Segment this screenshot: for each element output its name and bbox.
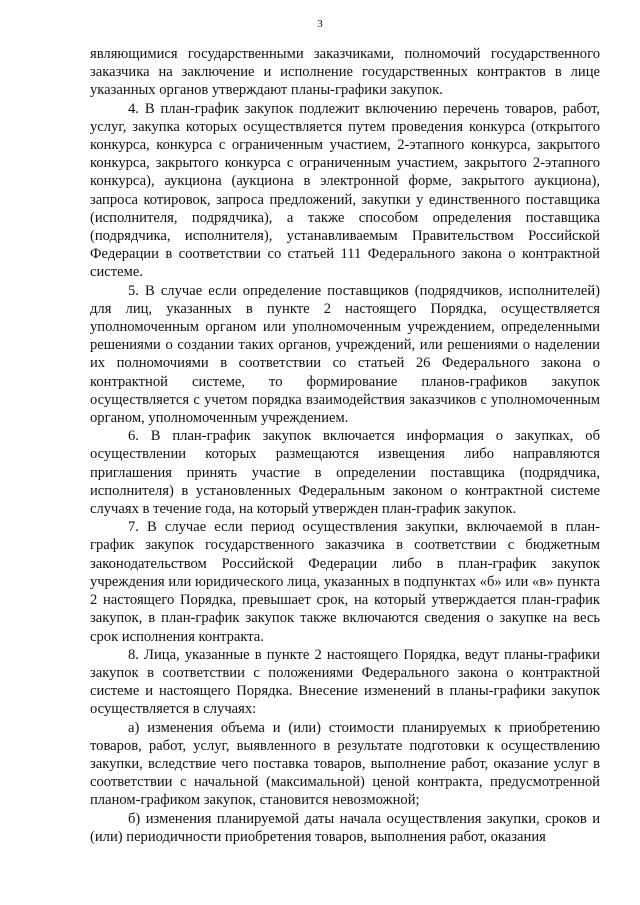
paragraph-item-5: 5. В случае если определение поставщиков (подрядчиков, исполнителей) для лиц, указанных в пункте 2 настоящего Порядка, осуществляется уполномоченным органом или уполномоченным учреждением, определенными решениями о создании таких органов, учреждений, или решениями о наделении их полномочиями в соответствии со статьей 26 Федерального закона о контрактной системе, то формирование планов-графиков закупок осуществляется с учетом порядка взаимодействия заказчиков с уполномоченным органом, уполномоченным учреждением. [90, 282, 600, 427]
paragraph-subitem-a: а) изменения объема и (или) стоимости планируемых к приобретению товаров, работ, услуг, выявленного в результате подготовки к осуществлению закупки, вследствие чего поставка товаров, выполнение работ, оказание услуг в соответствии с начальной (максимальной) ценой контракта, предусмотренной планом-графиком закупок, становится невозможной; [90, 719, 600, 809]
paragraph-continuation: являющимися государственными заказчиками, полномочий государственного заказчика на заключение и исполнение государственных контрактов в лице указанных органов утверждают планы-графики закупок. [90, 46, 600, 99]
paragraph-item-8: 8. Лица, указанные в пункте 2 настоящего Порядка, ведут планы-графики закупок в соответствии с положениями Федерального закона о контрактной системе и настоящего Порядка. Внесение изменений в планы-графики закупок осуществляется в случаях: [90, 646, 600, 718]
paragraph-subitem-b: б) изменения планируемой даты начала осуществления закупки, сроков и (или) периодичности приобретения товаров, выполнения работ, оказания [90, 810, 600, 845]
document-body [90, 45, 600, 846]
paragraph-item-6: 6. В план-график закупок включается информация о закупках, об осуществлении которых размещаются извещения либо направляются приглашения принять участие в определении поставщика (подрядчика, исполнителя) в установленных Федеральным законом о контрактной системе случаях в течение года, на который утвержден план-график закупок. [90, 428, 600, 518]
paragraph-item-7: 7. В случае если период осуществления закупки, включаемой в план-график закупок государственного заказчика в соответствии с бюджетным законодательством Российской Федерации либо в план-график закупок учреждения или юридического лица, указанных в подпунктах «б» или «в» пункта 2 настоящего Порядка, превышает срок, на который утверждается план-график закупок, в план-график закупок также включаются сведения о закупке на весь срок исполнения контракта. [90, 519, 600, 645]
paragraph-item-4: 4. В план-график закупок подлежит включению перечень товаров, работ, услуг, закупка которых осуществляется путем проведения конкурса (открытого конкурса, конкурса с ограниченным участием, 2-этапного конкурса, закрытого конкурса, закрытого конкурса с ограниченным участием, закрытого 2-этапного конкурса), аукциона (аукциона в электронной форме, закрытого аукциона), запроса котировок, запроса предложений, закупки у единственного поставщика (исполнителя, подрядчика), а также способом определения поставщика (подрядчика, исполнителя), устанавливаемым Правительством Российской Федерации в соответствии со статьей 111 Федерального закона о контрактной системе. [90, 100, 600, 281]
page-number: 3 [317, 18, 323, 30]
